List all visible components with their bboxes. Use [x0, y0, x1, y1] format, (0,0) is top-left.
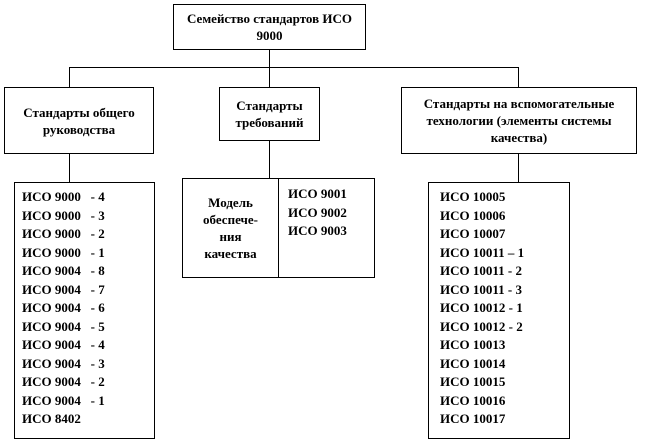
- support-drop-connector: [518, 67, 519, 87]
- list-item: ИСО 9000 - 4: [22, 189, 105, 204]
- list-item: ИСО 10013: [440, 337, 506, 352]
- list-item: ИСО 10007: [440, 226, 506, 241]
- general-drop-connector: [69, 67, 70, 87]
- list-item: ИСО 9000 - 2: [22, 226, 105, 241]
- list-item: ИСО 9000 - 3: [22, 207, 105, 223]
- horizontal-connector: [69, 67, 518, 68]
- category-general-box: [4, 87, 154, 154]
- root-label: Семейство стандартов ИСО 9000: [187, 11, 352, 43]
- root-box: [173, 4, 366, 50]
- list-item: ИСО 10016: [440, 392, 506, 408]
- list-item: ИСО 9004 - 1: [22, 392, 105, 408]
- category-general-label: Стандарты общего руководства: [23, 104, 135, 137]
- list-item: ИСО 10011 - 2: [440, 263, 522, 278]
- list-item: ИСО 10012 - 2: [440, 318, 523, 334]
- list-item: ИСО 9001: [288, 186, 347, 201]
- category-requirements-label: Стандарты требований: [235, 98, 304, 130]
- requirements-list-connector: [269, 141, 270, 178]
- list-item: ИСО 9000 - 1: [22, 244, 105, 260]
- requirements-divider: [278, 179, 279, 277]
- list-item: ИСО 9004 - 4: [22, 337, 105, 352]
- list-item: ИСО 9004 - 6: [22, 300, 105, 315]
- list-item: ИСО 10005: [440, 189, 506, 204]
- list-item: ИСО 8402: [22, 411, 81, 426]
- list-item: ИСО 10017: [440, 411, 506, 426]
- requirements-standards-list: [288, 185, 347, 241]
- general-list-connector: [69, 154, 70, 182]
- list-item: ИСО 9004 - 8: [22, 263, 105, 278]
- requirements-drop-connector: [269, 67, 270, 87]
- list-item: ИСО 9003: [288, 223, 347, 238]
- category-requirements-box: [219, 87, 320, 141]
- list-item: ИСО 9002: [288, 204, 347, 220]
- category-support-box: [401, 87, 637, 154]
- list-item: ИСО 10006: [440, 207, 506, 223]
- general-standards-list: [22, 188, 105, 429]
- category-support-label: Стандарты на вспомогательные технологии (элементы системы качества): [423, 96, 615, 145]
- list-item: ИСО 10011 – 1: [440, 244, 525, 260]
- list-item: ИСО 10011 - 3: [440, 281, 522, 297]
- list-item: ИСО 9004 - 7: [22, 281, 105, 297]
- requirements-standards-box: [182, 178, 375, 278]
- quality-model-label: Модель обеспече-ния качества: [203, 195, 258, 261]
- general-standards-box: [14, 182, 155, 439]
- quality-model-cell: [183, 179, 278, 277]
- support-standards-list: [440, 188, 524, 429]
- support-list-connector: [518, 154, 519, 182]
- support-standards-box: [428, 182, 570, 439]
- list-item: ИСО 9004 - 3: [22, 355, 105, 371]
- list-item: ИСО 9004 - 2: [22, 374, 105, 389]
- list-item: ИСО 10015: [440, 374, 506, 389]
- list-item: ИСО 10014: [440, 355, 506, 371]
- list-item: ИСО 9004 - 5: [22, 318, 105, 334]
- list-item: ИСО 10012 - 1: [440, 300, 523, 315]
- root-connector: [269, 49, 270, 67]
